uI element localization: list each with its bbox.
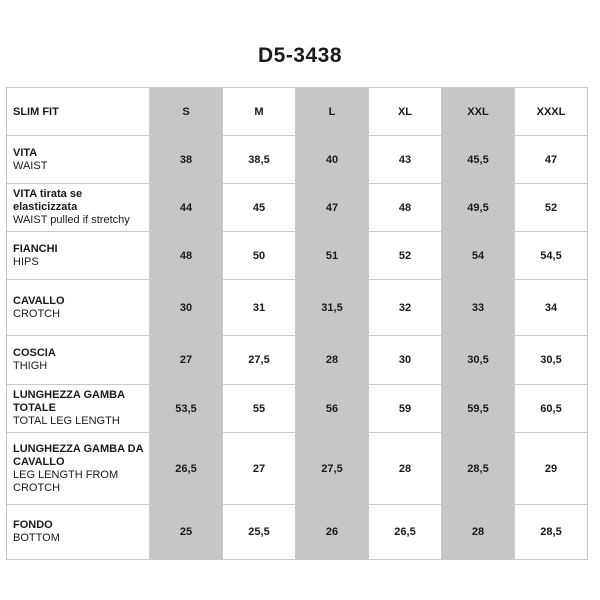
table-cell: 38 (150, 136, 223, 184)
table-row (7, 232, 588, 280)
table-cell: 51 (296, 232, 369, 280)
table-cell: 48 (150, 232, 223, 280)
size-header: M (223, 88, 296, 136)
table-cell: 28,5 (442, 433, 515, 505)
table-cell: 52 (369, 232, 442, 280)
size-header: S (150, 88, 223, 136)
measurement-name-en: TOTAL LEG LENGTH (13, 415, 120, 427)
table-cell: 59,5 (442, 385, 515, 433)
table-row (7, 136, 588, 184)
table-cell: 30,5 (515, 336, 588, 385)
measurement-name-en: LEG LENGTH FROM CROTCH (13, 468, 119, 494)
table-cell: 30,5 (442, 336, 515, 385)
measurement-label (7, 385, 150, 433)
table-cell: 45 (223, 184, 296, 232)
table-cell: 44 (150, 184, 223, 232)
table-cell: 30 (150, 280, 223, 336)
table-cell: 27,5 (296, 433, 369, 505)
table-cell: 48 (369, 184, 442, 232)
table-cell: 31,5 (296, 280, 369, 336)
table-cell: 27,5 (223, 336, 296, 385)
table-row (7, 385, 588, 433)
table-row (7, 184, 588, 232)
table-cell: 54 (442, 232, 515, 280)
table-row (7, 280, 588, 336)
table-cell: 47 (515, 136, 588, 184)
measurement-name-it: COSCIA (13, 347, 56, 359)
measurement-name-en: HIPS (13, 255, 39, 268)
measurement-label (7, 505, 150, 560)
measurement-name-en: THIGH (13, 360, 48, 372)
measurement-name-it: CAVALLO (13, 294, 65, 307)
table-row (7, 433, 588, 505)
table-cell: 27 (223, 433, 296, 505)
table-cell: 49,5 (442, 184, 515, 232)
measurement-name-it: VITA (13, 146, 38, 159)
table-cell: 53,5 (150, 385, 223, 433)
fit-label: SLIM FIT (7, 88, 150, 136)
table-cell: 28 (296, 336, 369, 385)
table-cell: 34 (515, 280, 588, 336)
table-cell: 59 (369, 385, 442, 433)
measurement-name-en: CROTCH (13, 307, 61, 320)
table-cell: 55 (223, 385, 296, 433)
size-header: XL (369, 88, 442, 136)
measurement-name-en: WAIST (13, 159, 48, 172)
measurement-label (7, 232, 150, 280)
table-cell: 27 (150, 336, 223, 385)
table-row (7, 336, 588, 385)
measurement-name-it: FIANCHI (13, 242, 58, 255)
table-cell: 26,5 (150, 433, 223, 505)
table-cell: 25 (150, 505, 223, 560)
measurement-name-en: WAIST pulled if stretchy (13, 214, 130, 226)
table-header-row (7, 88, 588, 136)
table-cell: 45,5 (442, 136, 515, 184)
table-cell: 29 (515, 433, 588, 505)
size-header: XXXL (515, 88, 588, 136)
table-cell: 32 (369, 280, 442, 336)
measurement-name-it: LUNGHEZZA GAMBA DA CAVALLO (13, 442, 144, 468)
page-title: D5-3438 (257, 44, 343, 67)
table-cell: 38,5 (223, 136, 296, 184)
measurement-label (7, 280, 150, 336)
size-header: L (296, 88, 369, 136)
table-cell: 26 (296, 505, 369, 560)
table-cell: 60,5 (515, 385, 588, 433)
measurement-name-en: BOTTOM (13, 532, 60, 544)
measurement-label (7, 184, 150, 232)
size-chart-table (6, 87, 588, 560)
table-cell: 47 (296, 184, 369, 232)
table-cell: 28 (369, 433, 442, 505)
table-cell: 40 (296, 136, 369, 184)
table-cell: 25,5 (223, 505, 296, 560)
table-cell: 52 (515, 184, 588, 232)
table-cell: 31 (223, 280, 296, 336)
table-cell: 50 (223, 232, 296, 280)
table-cell: 54,5 (515, 232, 588, 280)
table-row (7, 505, 588, 560)
measurement-label (7, 136, 150, 184)
measurement-label (7, 433, 150, 505)
table-cell: 26,5 (369, 505, 442, 560)
size-header: XXL (442, 88, 515, 136)
table-cell: 56 (296, 385, 369, 433)
table-cell: 28,5 (515, 505, 588, 560)
measurement-name-it: FONDO (13, 519, 53, 531)
table-cell: 28 (442, 505, 515, 560)
measurement-name-it: LUNGHEZZA GAMBA TOTALE (13, 389, 125, 414)
measurement-name-it: VITA tirata se elasticizzata (13, 188, 83, 213)
table-cell: 30 (369, 336, 442, 385)
table-cell: 33 (442, 280, 515, 336)
measurement-label (7, 336, 150, 385)
table-cell: 43 (369, 136, 442, 184)
